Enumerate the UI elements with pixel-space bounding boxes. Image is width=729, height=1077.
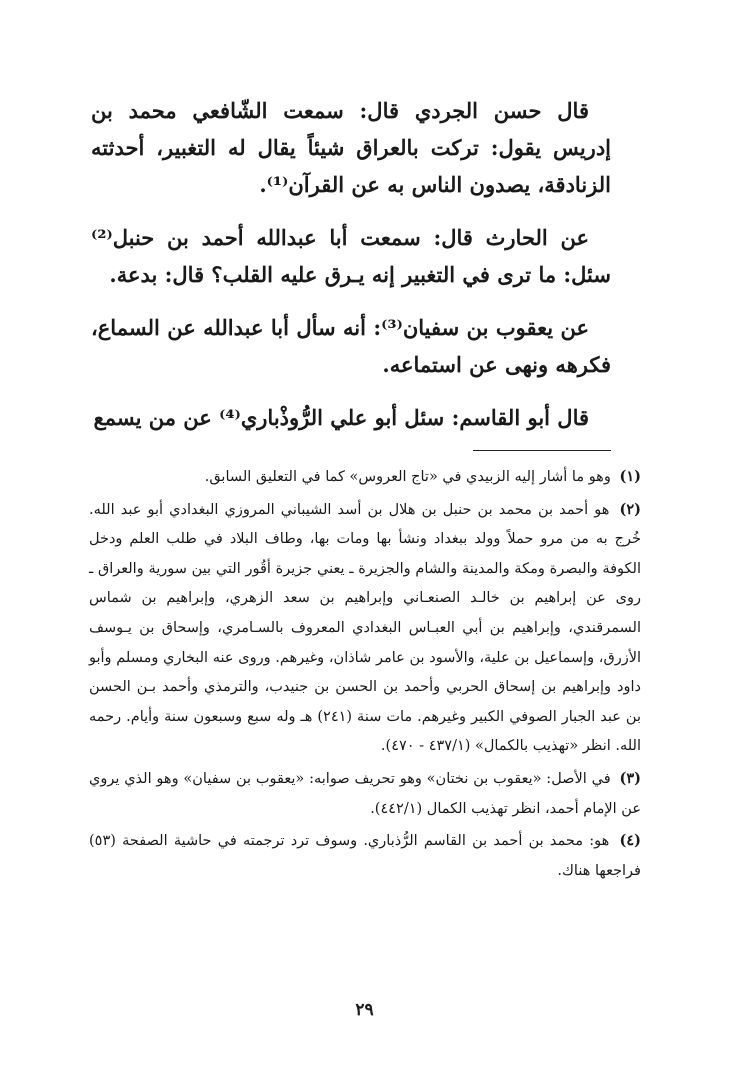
paragraph-3: عن يعقوب بن سفيان⁽³⁾: أنه سأل أبا عبدالله عن السماع، فكرهه ونهى عن استماعه.	[91, 315, 611, 377]
main-text	[91, 92, 611, 452]
footnote-text: هو: محمد بن أحمد بن القاسم الرُّذباري. وسوف ترد ترجمته في حاشية الصفحة (٥٣) فراجعها هناك.	[89, 833, 641, 879]
footnote-number: (٣)	[619, 769, 641, 787]
footnotes	[89, 462, 641, 888]
footnote-number: (١)	[619, 468, 641, 485]
footnote-1	[89, 462, 641, 493]
footnote-3	[89, 764, 641, 824]
footnote-2	[89, 495, 641, 762]
footnote-text: في الأصل: «يعقوب بن نختان» وهو تحريف صوابه: «يعقوب بن سفيان» وهو الذي يروي عن الإمام أحمد، انظر تهذيب الكمال (٤٤٢/١).	[89, 770, 641, 817]
page-number: ٢٩	[355, 1000, 374, 1020]
paragraph-1: قال حسن الجردي قال: سمعت الشّافعي محمد بن إدريس يقول: تركت بالعراق شيئاً يقال له التغبير، أحدثته الزنادقة، يصدون الناس به عن القرآن⁽¹⁾.	[91, 98, 611, 197]
paragraph-4: قال أبو القاسم: سئل أبو علي الرُّوذْباري⁽⁴⁾ عن من يسمع	[93, 405, 589, 430]
footnote-text: هو أحمد بن محمد بن حنبل بن هلال بن أسد الشيباني المروزي البغدادي أبو عبد الله. خُرج به من مرو حملاً وولد ببغداد ونشأ بها ومات بها، وطاف البلاد في طلب العلم ودخل الكوفة والبصرة ومكة والمدينة والشام والجزيرة ـ يعني جزيرة أقُور التي بين سورية والعراق ـ روى عن إبراهيم بن خالـد الصنعـاني وإبراهيم بن سعد الزهري، وإبراهيم بن شماس السمرقندي، وإبراهيم بن أبي العبـاس البغدادي المعروف بالسـامري، وإسحاق بن يـوسف الأزرق، وإسماعيل بن علية، والأسود بن عامر شاذان، وغيرهم. وروى عنه البخاري ومسلم وأبو داود وإبراهيم بن إسحاق الحربي وأحمد بن الحسن بن جنيدب، والترمذي وأحمد بـن الحسن بن عبد الجبار الصوفي الكبير وغيرهم. مات سنة (٢٤١) هـ وله سبع وسبعون سنة وأيام. رحمه الله. انظر «تهذيب بالكمال» (٤٣٧/١ - ٤٧٠).	[89, 501, 641, 755]
footnote-text: وهو ما أشار إليه الزبيدي في «تاج العروس» كما في التعليق السابق.	[204, 469, 611, 485]
footnote-number: (٢)	[619, 500, 642, 518]
paragraph-2: عن الحارث قال: سمعت أبا عبدالله أحمد بن حنبل⁽²⁾ سئل: ما ترى في التغبير إنه يـرق عليه القلب؟ قال: بدعة.	[91, 225, 611, 287]
footnote-number: (٤)	[619, 832, 641, 850]
footnote-4	[89, 826, 641, 886]
footnote-separator	[473, 450, 611, 451]
